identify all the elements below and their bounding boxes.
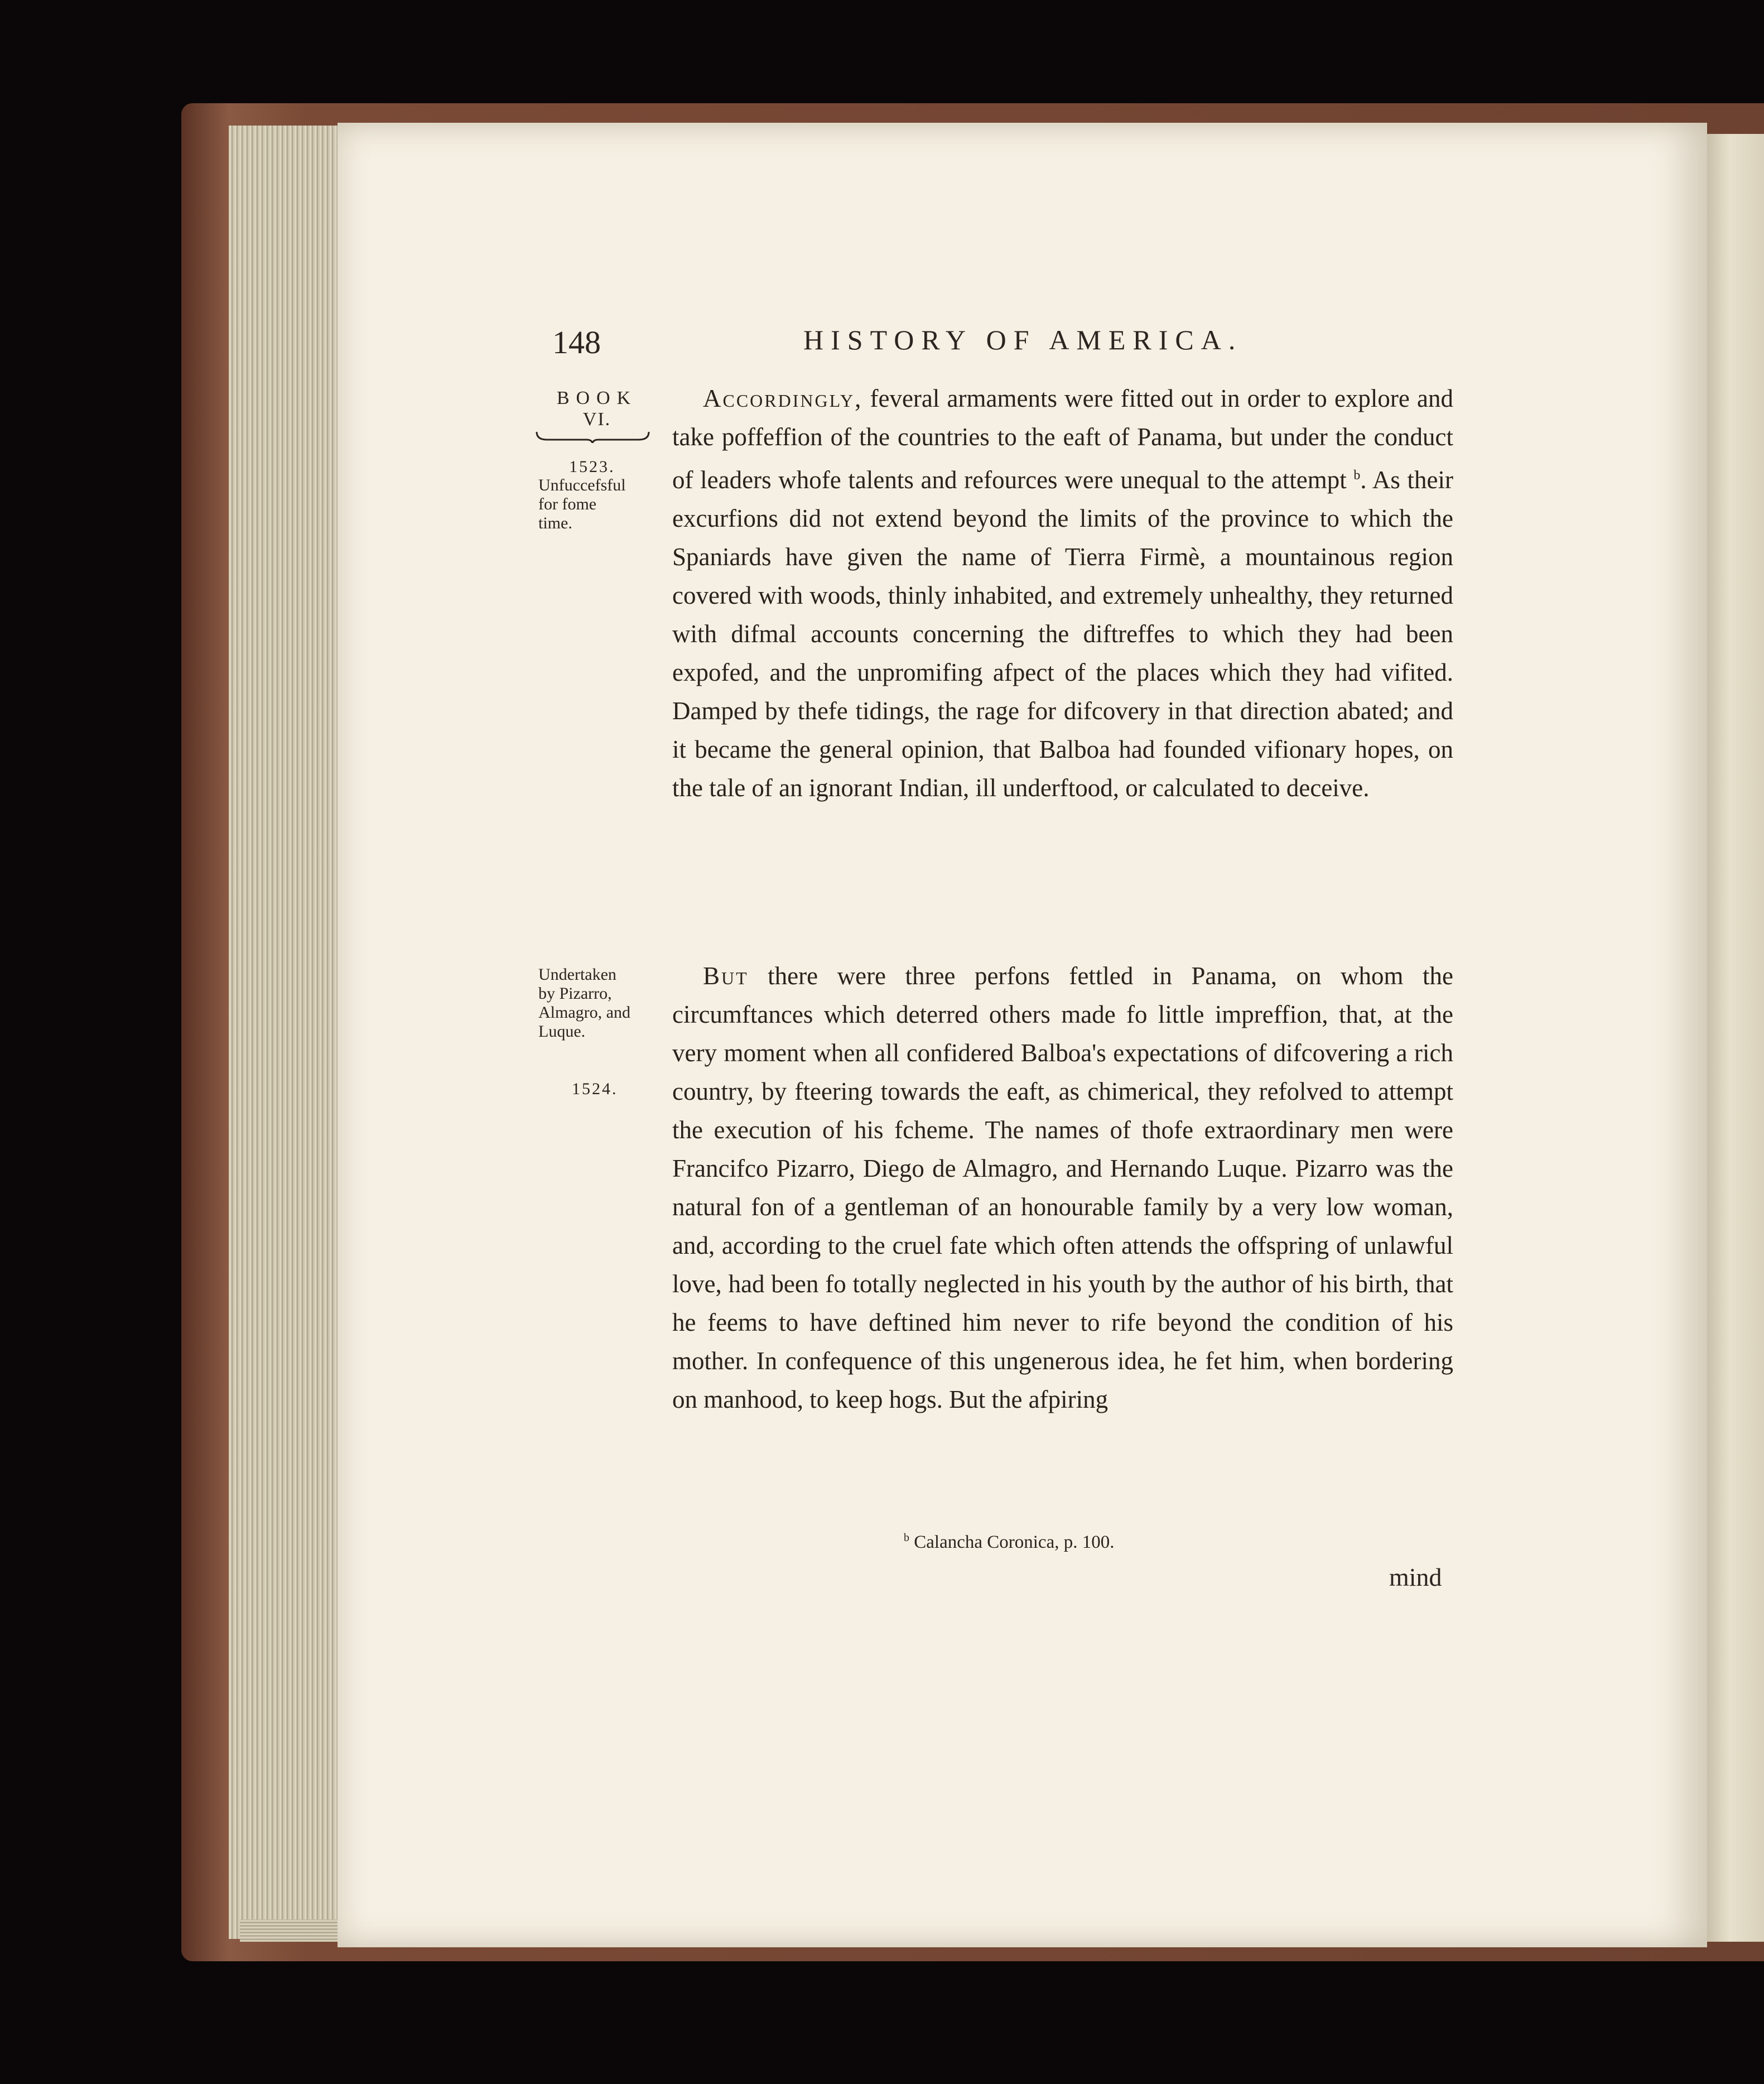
margin-note-line: for fome [538, 495, 597, 513]
footnote-marker: b [904, 1532, 909, 1544]
margin-note-undertaken [538, 965, 630, 1041]
paragraph-text: there were three perfons fettled in Panama, on whom the circumftances which deterred others made fo little impreffion, that, at the very moment when all confidered Balboa's expectations of difcovering a rich country, by fteering towards the eaft, as chimerical, they refolved to attempt the execution of his fcheme. The names of thofe extraordinary men were Francifco Pizarro, Diego de Almagro, and Hernando Luque. Pizarro was the natural fon of a gentleman of an honourable family by a very low woman, and, according to the cruel fate which often attends the offspring of unlawful love, had been fo totally neglected in his youth by the author of his birth, that he feems to have deftined him never to rife beyond the condition of his mother. In confequence of this ungenerous idea, he fet him, when bordering on manhood, to keep hogs. But the afpiring [672, 962, 1453, 1413]
margin-note-line: Unfuccefsful [538, 476, 626, 494]
margin-note-unsuccessful [538, 476, 626, 533]
paragraph-2 [672, 957, 1453, 1419]
paragraph-1 [672, 379, 1453, 807]
book-label: BOOK [556, 388, 638, 408]
paragraph-text: feveral armaments were fitted out in order to explore and take poffeffion of the countries to the eaft of Panama, but under the conduct of leaders whofe talents and refources were unequal to the attempt [672, 384, 1454, 494]
page-edges-left [229, 126, 340, 1939]
book-number: VI. [582, 409, 611, 430]
paragraph-lead: But [703, 962, 749, 990]
brace-ornament [536, 430, 650, 443]
margin-year-1523: 1523. [569, 458, 615, 476]
margin-note-line: by Pizarro, [538, 984, 612, 1003]
margin-year-1524: 1524. [572, 1080, 618, 1098]
paragraph-text-continued: . As their excurfions did not extend beyond the limits of the province to which the Spaniards have given the name of Tierra Firmè, a mountainous region covered with woods, thinly inhabited, and extremely unhealthy, they returned with difmal accounts concerning the diftreffes to which they had been expofed, and the unpromifing afpect of the places which they had vifited. Damped by thefe tidings, the rage for difcovery in that direction abated; and it became the general opinion, that Balboa had founded vifionary hopes, on the tale of an ignorant Indian, ill underftood, or calculated to deceive. [672, 466, 1454, 802]
page-number: 148 [552, 324, 601, 360]
margin-note-line: Almagro, and [538, 1003, 630, 1022]
margin-book-label [544, 388, 650, 430]
footnote [904, 1532, 1114, 1553]
margin-note-line: Luque. [538, 1022, 586, 1041]
margin-note-line: Undertaken [538, 965, 616, 984]
next-page-edge [1707, 134, 1764, 1942]
catchword: mind [1389, 1563, 1442, 1591]
running-title: HISTORY OF AMERICA. [803, 324, 1243, 355]
margin-note-line: time. [538, 514, 572, 532]
footnote-text: Calancha Coronica, p. 100. [914, 1532, 1115, 1552]
footnote-ref: b [1353, 468, 1361, 483]
paragraph-lead: Accordingly, [703, 384, 863, 412]
